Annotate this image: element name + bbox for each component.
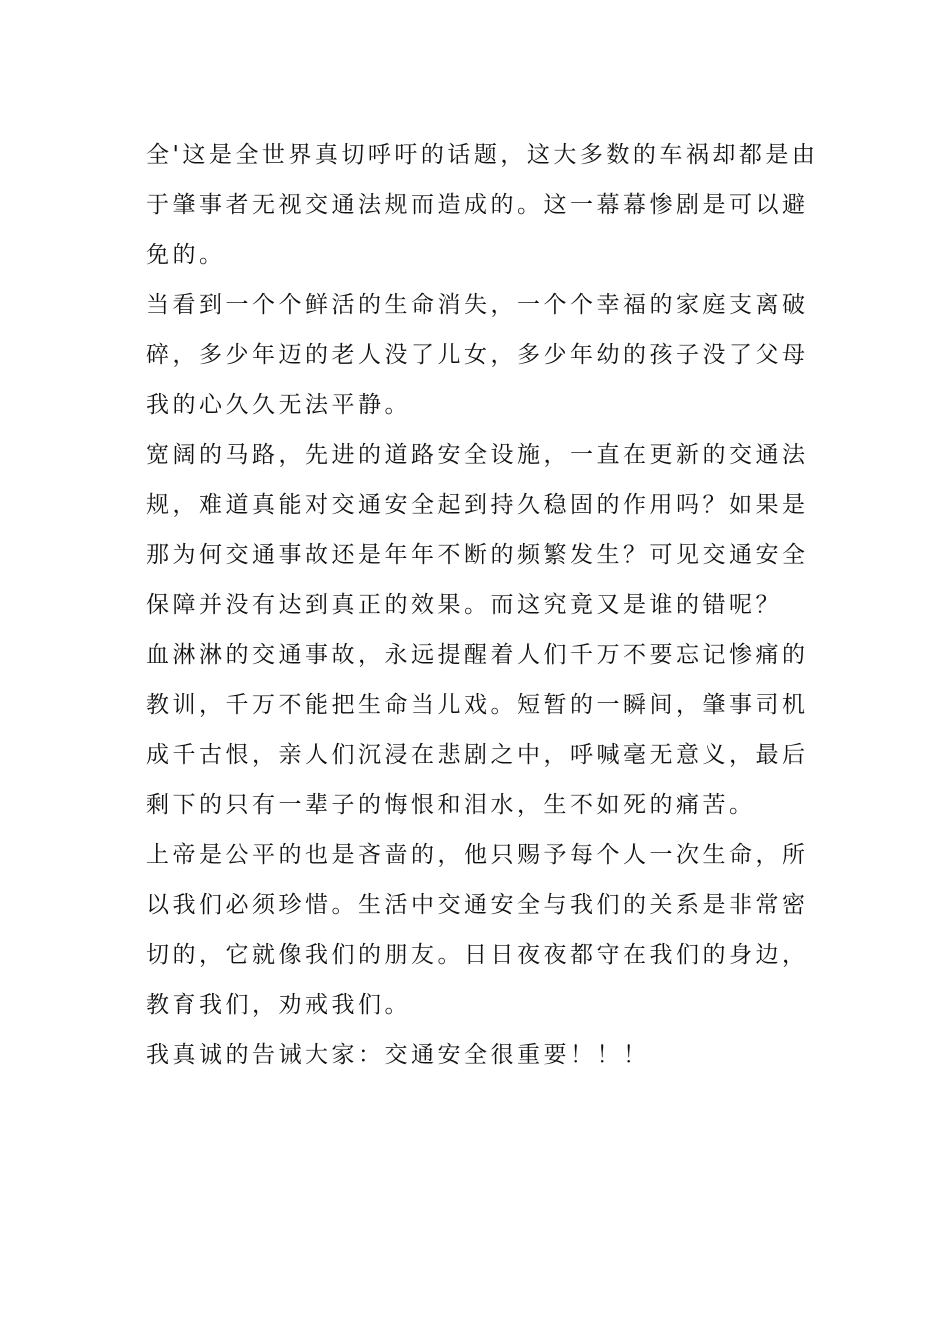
text-line: 碎，多少年迈的老人没了儿女，多少年幼的孩子没了父母 — [146, 342, 809, 368]
text-line: 于肇事者无视交通法规而造成的。这一幕幕惨剧是可以避 — [146, 192, 809, 218]
text-line: 规，难道真能对交通安全起到持久稳固的作用吗？如果是 — [146, 492, 809, 518]
text-line: 我的心久久无法平静。 — [146, 392, 411, 418]
text-line: 那为何交通事故还是年年不断的频繁发生？可见交通安全 — [146, 542, 809, 568]
text-line: 教育我们，劝戒我们。 — [146, 992, 411, 1018]
text-line: 教训，千万不能把生命当儿戏。短暂的一瞬间，肇事司机 — [146, 692, 809, 718]
text-line: 剩下的只有一辈子的悔恨和泪水，生不如死的痛苦。 — [146, 792, 756, 818]
text-line: 免的。 — [146, 242, 226, 268]
text-line: 宽阔的马路，先进的道路安全设施，一直在更新的交通法 — [146, 442, 809, 468]
text-line: 成千古恨，亲人们沉浸在悲剧之中，呼喊毫无意义，最后 — [146, 742, 809, 768]
text-line: 切的，它就像我们的朋友。日日夜夜都守在我们的身边， — [146, 942, 809, 968]
text-line: 以我们必须珍惜。生活中交通安全与我们的关系是非常密 — [146, 892, 809, 918]
text-line: 全'这是全世界真切呼吁的话题，这大多数的车祸却都是由 — [146, 142, 819, 168]
text-line: 当看到一个个鲜活的生命消失，一个个幸福的家庭支离破 — [146, 292, 809, 318]
text-line: 保障并没有达到真正的效果。而这究竟又是谁的错呢？ — [146, 592, 782, 618]
document-body — [146, 130, 819, 1080]
text-line: 上帝是公平的也是吝啬的，他只赐予每个人一次生命，所 — [146, 842, 809, 868]
text-line: 我真诚的告诫大家：交通安全很重要！！！ — [146, 1042, 650, 1068]
text-line: 血淋淋的交通事故，永远提醒着人们千万不要忘记惨痛的 — [146, 642, 809, 668]
